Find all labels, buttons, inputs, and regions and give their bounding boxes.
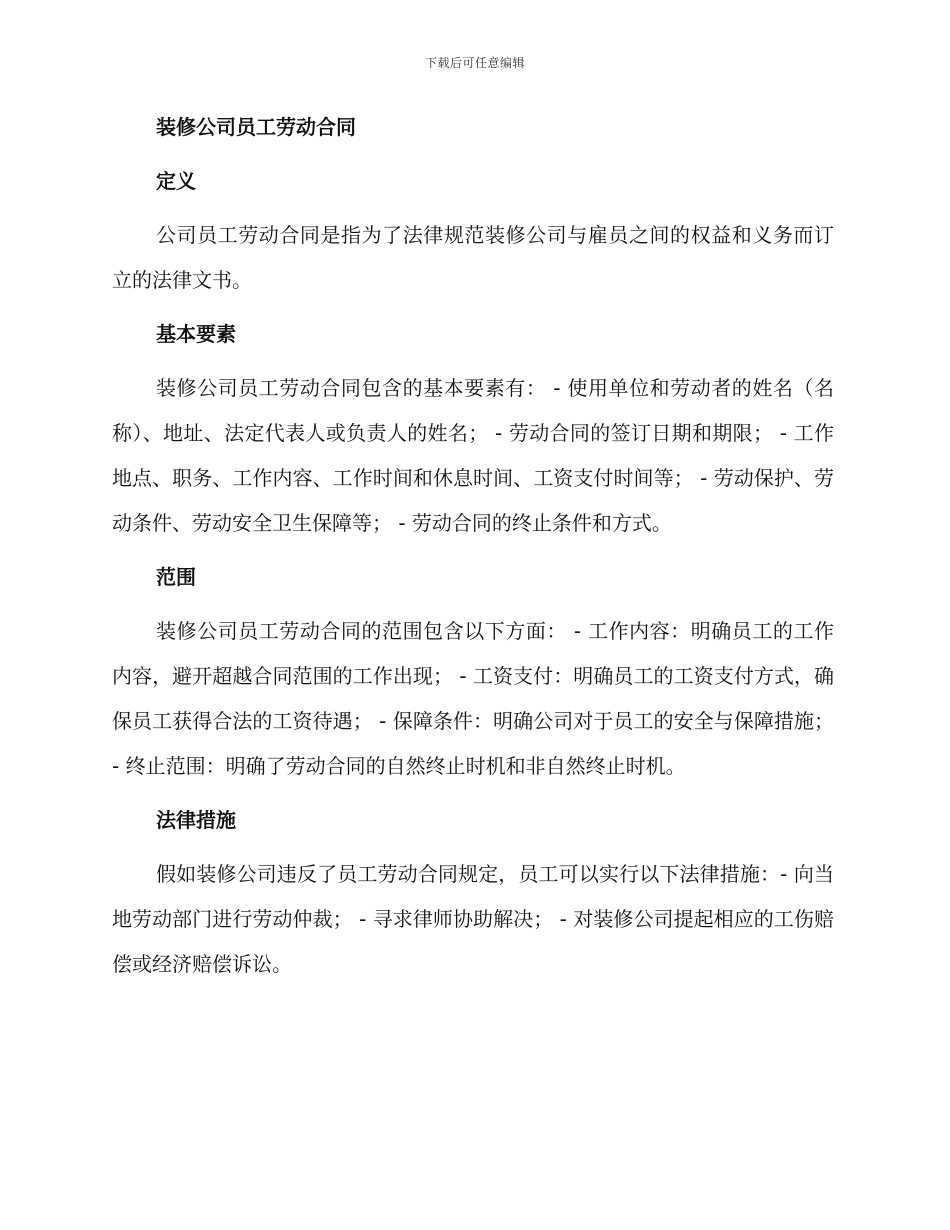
section-body-definition: 公司员工劳动合同是指为了法律规范装修公司与雇员之间的权益和义务而订立的法律文书。	[112, 223, 834, 292]
section-body-basic-elements: 装修公司员工劳动合同包含的基本要素有： - 使用单位和劳动者的姓名（名称）、地址、法定代表人或负责人的姓名； - 劳动合同的签订日期和期限； - 工作地点、职务、工作内容、工作时间和休息时间、工资支付时间等； - 劳动保护、劳动条件、劳动安全卫生保障等； - 劳动合同的终止条件和方式。	[112, 376, 834, 535]
section-heading-legal-measures: 法律措施	[156, 808, 236, 832]
document-content	[112, 105, 834, 996]
section-heading-basic-elements: 基本要素	[156, 322, 236, 346]
section-body-legal-measures: 假如装修公司违反了员工劳动合同规定，员工可以实行以下法律措施：- 向当地劳动部门进行劳动仲裁； - 寻求律师协助解决； - 对装修公司提起相应的工伤赔偿或经济赔偿诉讼。	[112, 862, 834, 976]
header-note: 下载后可任意编辑	[424, 56, 525, 70]
document-title: 装修公司员工劳动合同	[156, 115, 356, 139]
section-body-scope: 装修公司员工劳动合同的范围包含以下方面： - 工作内容：明确员工的工作内容，避开超越合同范围的工作出现； - 工资支付：明确员工的工资支付方式，确保员工获得合法的工资待遇； - 保障条件：明确公司对于员工的安全与保障措施； - 终止范围：明确了劳动合同的自然终止时机和非自然终止时机。	[112, 619, 834, 778]
section-heading-scope: 范围	[156, 565, 196, 589]
section-heading-definition: 定义	[156, 169, 196, 193]
